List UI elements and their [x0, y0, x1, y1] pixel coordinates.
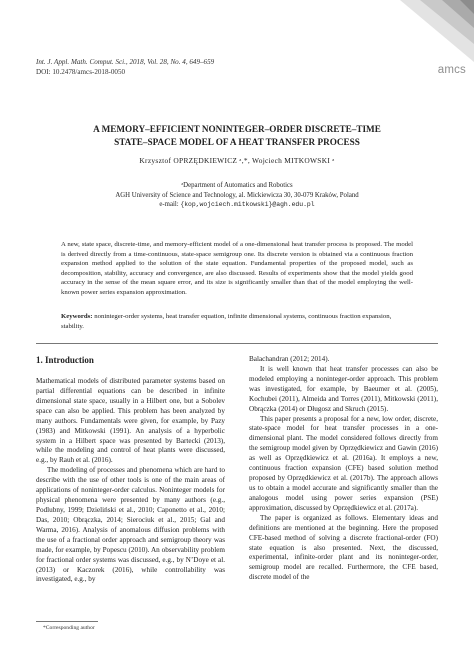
left-column: [36, 355, 225, 585]
right-paragraph: The paper is organized as follows. Elementary ideas and definitions are mentioned at the beginning. Here the proposed CFE-based method of solving a discrete fractional-order (FO) state equation is also presented. Next, the discussed, experimental, infinite-order plant and its noninteger-order, semigroup model are recalled. Furthermore, the CFE based, discrete model of the: [249, 513, 438, 582]
right-paragraph: This paper presents a proposal for a new, low order, discrete, state-space model for heat transfer processes in a one-dimensional plant. The model considered follows directly from the semigroup model given by Oprzędkiewicz and Gawin (2016) as well as Oprzędkiewicz et al. (2016a). It employs a new, continuous fraction expansion (CFE) based solution method proposed by Oprzędkiewicz et al. (2017b). The approach allows us to obtain a model accurate and significantly smaller than the analogous model using power series expansion (PSE) approximation, discussed by Oprzędkiewicz et al. (2017a).: [249, 414, 438, 512]
left-paragraph: The modeling of processes and phenomena which are hard to describe with the use of other tools is one of the main areas of applications of noninteger-order calculus. Noninteger models for physical phenomena were presented by many authors (e.g., Podlubny, 1999; Dzieliński et al., 2010; Caponetto et al., 2010; Das, 2010; Obrączka, 2014; Sierociuk et al., 2015; Gal and Warma, 2016). Analysis of anomalous diffusion problems with the use of a fractional order approach and semigroup theory was made, for example, by Popescu (2010). An observability problem for fractional order systems was discussed, e.g., by N’Doye et al. (2013) or Kaczorek (2016), while controllability was investigated, e.g., by: [36, 466, 225, 584]
journal-citation: Int. J. Appl. Math. Comput. Sci., 2018, Vol. 28, No. 4, 649–659: [36, 58, 215, 66]
amcs-logo: [400, 0, 474, 95]
keywords: [61, 312, 413, 331]
affiliation-department: ᵃDepartment of Automatics and Robotics: [181, 182, 293, 189]
affiliation: [36, 181, 438, 210]
logo-text: amcs: [437, 64, 466, 76]
affiliation-email-line: [36, 200, 438, 210]
logo-mark-icon: [400, 0, 474, 62]
section-heading: 1. Introduction: [36, 355, 94, 365]
keywords-label: Keywords:: [61, 313, 93, 320]
email-address[interactable]: {kop,wojciech.mitkowski}@agh.edu.pl: [180, 201, 315, 208]
keywords-text: noninteger-order systems, heat transfer equation, infinite dimensional systems, continuous fraction expansion, stability.: [61, 313, 392, 330]
footnote-rule: [36, 621, 98, 622]
title-line-2: STATE–SPACE MODEL OF A HEAT TRANSFER PROCESS: [114, 136, 360, 147]
journal-doi: DOI: 10.2478/amcs-2018-0050: [36, 68, 126, 76]
paper-authors: Krzysztof OPRZĘDKIEWICZ ᵃ,*, Wojciech MITKOWSKI ᵃ: [139, 156, 335, 165]
right-paragraph: It is well known that heat transfer processes can also be modeled employing a noninteger-order approach. This problem was investigated, for example, by Baeumer et al. (2005), Kochubei (2011), Almeida and Torres (2011), Mitkowski (2011), Obrączka (2014) or Długosz and Skruch (2015).: [249, 364, 438, 413]
abstract: A new, state space, discrete-time, and memory-efficient model of a one-dimensional heat transfer process is proposed. The model is derived directly from a time-continuous, state-space semigroup one. Its discrete version is obtained via a continuous fraction expansion method applied to the solution of the state equation. Fundamental properties of the proposed model, such as decomposition, stability, accuracy and convergence, are also discussed. Results of experiments show that the model yields good accuracy in the sense of the mean square error, and its size is significantly smaller than that of the model employing the well-known power series expansion approximation.: [61, 241, 413, 296]
right-column: [249, 355, 438, 583]
affiliation-address: AGH University of Science and Technology, al. Mickiewicza 30, 30-079 Kraków, Poland: [115, 191, 359, 199]
right-paragraph: Balachandran (2012; 2014).: [249, 355, 330, 363]
left-paragraph: Mathematical models of distributed parameter systems based on partial differential equations can be described in infinite dimensional state space, usually in a Hilbert one, but a Sobolev space can also be applied. This problem has been analyzed by many authors. Fundamentals were given, for example, by Pazy (1983) and Mitkowski (1991). An analysis of a hyperbolic system in a Hilbert space was presented by Bartecki (2013), while the modeling and control of heat plants were discussed, e.g., by Rauh et al. (2016).: [36, 377, 225, 465]
journal-header: [36, 57, 214, 77]
header-divider: [36, 343, 438, 344]
paper-title: [36, 123, 438, 148]
email-label: e-mail:: [159, 201, 179, 208]
title-line-1: A MEMORY–EFFICIENT NONINTEGER–ORDER DISCRETE–TIME: [93, 124, 381, 134]
footnote: *Corresponding author: [43, 625, 95, 631]
